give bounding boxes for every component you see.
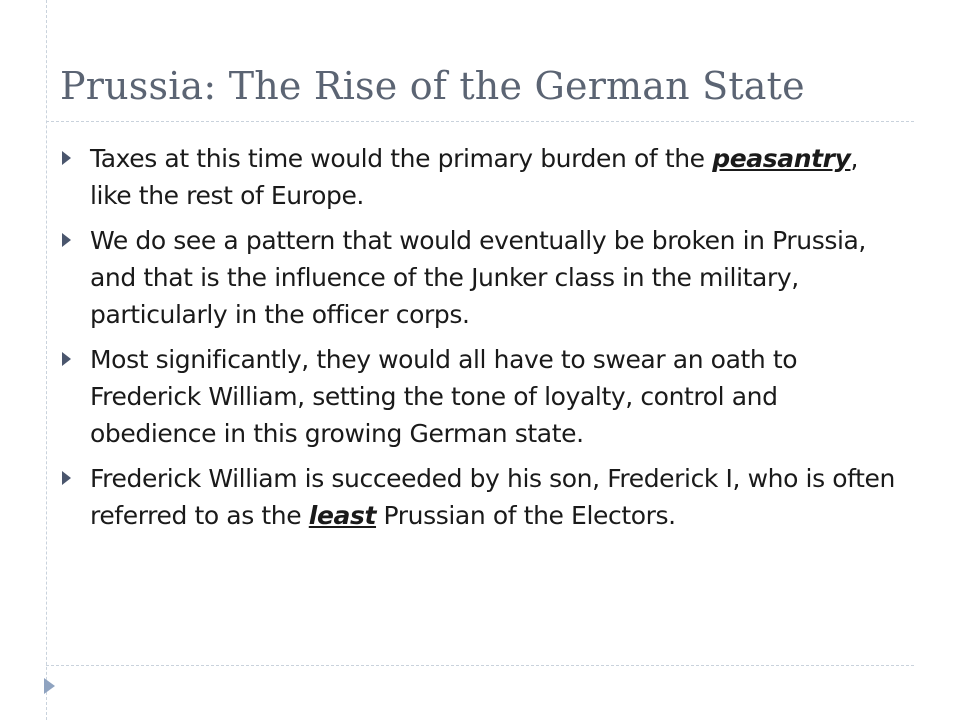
- bullet-item-junker: [62, 222, 902, 333]
- corner-triangle-icon: [44, 678, 55, 694]
- emphasized-word: peasantry: [712, 144, 851, 173]
- bullet-text: We do see a pattern that would eventually be broken in Prussia, and that is the influence of the Junker class in the military, particularly in the officer corps.: [90, 226, 866, 329]
- bullet-triangle-icon: [62, 352, 71, 366]
- bullet-list: [62, 140, 902, 542]
- title-divider-line: [46, 121, 914, 122]
- emphasized-word: least: [308, 501, 377, 530]
- slide-title: Prussia: The Rise of the German State: [60, 64, 805, 108]
- bullet-text: Prussian of the Electors.: [376, 501, 676, 530]
- bullet-text: , like the rest of Europe.: [90, 144, 859, 210]
- footer-divider-line: [46, 665, 914, 666]
- bullet-item-frederick: [62, 460, 902, 534]
- bullet-triangle-icon: [62, 233, 71, 247]
- bullet-triangle-icon: [62, 471, 71, 485]
- bullet-text: Frederick William is succeeded by his son, Frederick I, who is often referred to as the: [90, 464, 895, 530]
- bullet-triangle-icon: [62, 151, 71, 165]
- bullet-text: Taxes at this time would the primary burden of the: [90, 144, 713, 173]
- vertical-guide-line: [46, 0, 47, 720]
- bullet-text: Most significantly, they would all have to swear an oath to Frederick William, setting the tone of loyalty, control and obedience in this growing German state.: [90, 345, 798, 448]
- bullet-item-taxes: [62, 140, 902, 214]
- bullet-item-oath: [62, 341, 902, 452]
